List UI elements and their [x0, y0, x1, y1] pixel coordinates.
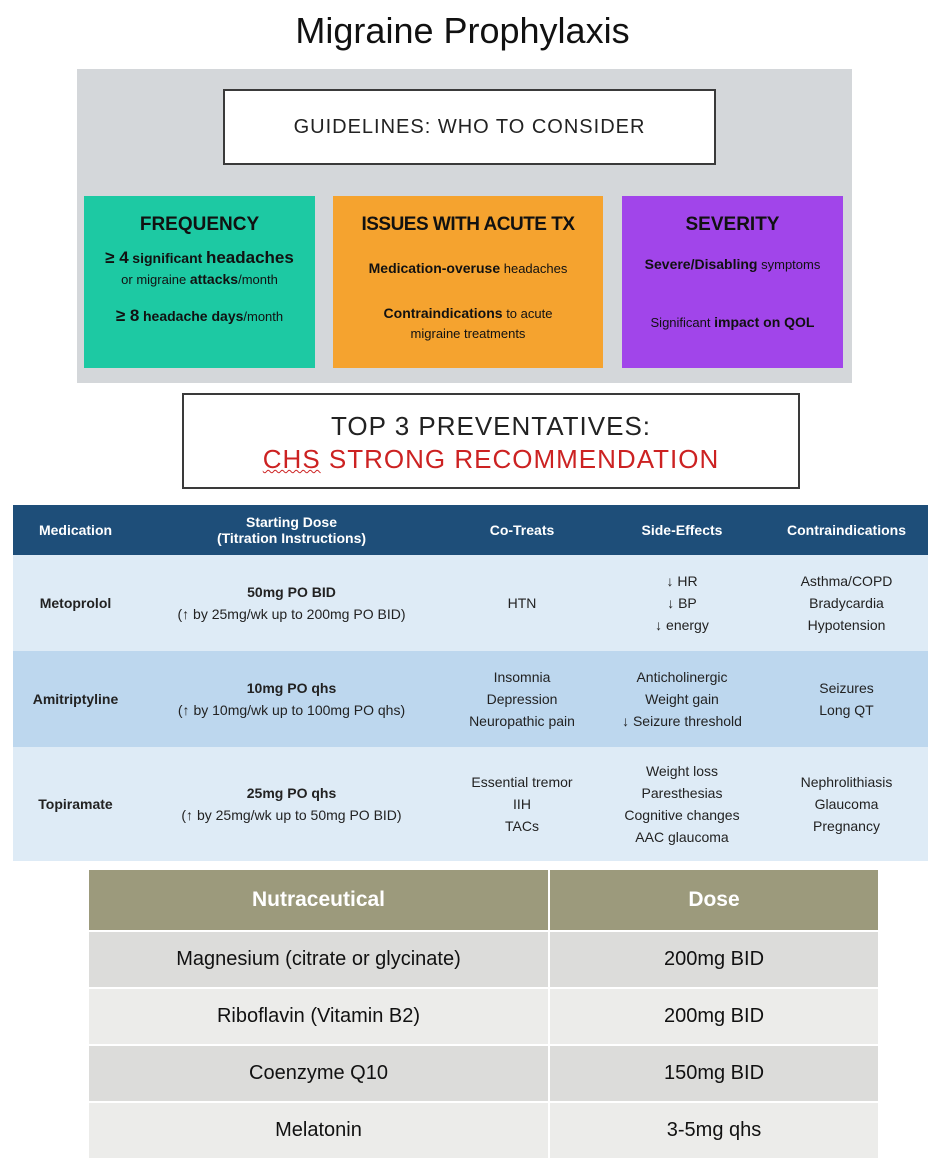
nutraceutical-name: Riboflavin (Vitamin B2)	[89, 987, 550, 1044]
contraindications: Asthma/COPD Bradycardia Hypotension	[765, 555, 928, 651]
header-dose: Dose	[550, 870, 878, 930]
contraindications: Seizures Long QT	[765, 651, 928, 747]
header-contraindications: Contraindications	[765, 505, 928, 555]
nutraceutical-dose: 150mg BID	[550, 1044, 878, 1101]
co-treats: Insomnia Depression Neuropathic pain	[445, 651, 599, 747]
table-row	[13, 555, 928, 651]
header-side-effects: Side-Effects	[599, 505, 765, 555]
medication-table-header	[13, 505, 928, 555]
chs-label: CHS	[262, 444, 321, 474]
guidelines-header: GUIDELINES: WHO TO CONSIDER	[223, 89, 716, 165]
co-treats: HTN	[445, 555, 599, 651]
table-row	[89, 1101, 878, 1158]
header-co-treats: Co-Treats	[445, 505, 599, 555]
side-effects: ↓ HR ↓ BP ↓ energy	[599, 555, 765, 651]
preventatives-banner	[182, 393, 800, 489]
severity-title: SEVERITY	[685, 214, 780, 235]
acute-tx-line-3: migraine treatments	[410, 326, 526, 341]
table-row	[89, 1044, 878, 1101]
frequency-line-2: or migraine attacks/month	[121, 271, 278, 287]
nutraceutical-name: Coenzyme Q10	[89, 1044, 550, 1101]
frequency-box	[84, 196, 315, 368]
medication-name: Topiramate	[13, 747, 138, 861]
header-medication: Medication	[13, 505, 138, 555]
acute-tx-box	[333, 196, 603, 368]
page-title: Migraine Prophylaxis	[295, 10, 630, 51]
medication-table	[13, 505, 928, 861]
side-effects: Weight loss Paresthesias Cognitive changes AAC glaucoma	[599, 747, 765, 861]
frequency-line-1: ≥ 4 significant headaches	[105, 248, 294, 267]
nutraceutical-table-header	[89, 870, 878, 930]
side-effects: Anticholinergic Weight gain ↓ Seizure threshold	[599, 651, 765, 747]
acute-tx-title: ISSUES WITH ACUTE TX	[361, 214, 575, 235]
header-starting-dose: Starting Dose (Titration Instructions)	[138, 505, 445, 555]
frequency-line-3: ≥ 8 headache days/month	[115, 306, 284, 325]
table-row	[89, 987, 878, 1044]
nutraceutical-name: Melatonin	[89, 1101, 550, 1158]
nutraceutical-dose: 200mg BID	[550, 930, 878, 987]
medication-name: Amitriptyline	[13, 651, 138, 747]
starting-dose: 25mg PO qhs (↑ by 25mg/wk up to 50mg PO BID)	[138, 747, 445, 861]
severity-line-1: Severe/Disabling symptoms	[644, 256, 821, 272]
acute-tx-line-1: Medication-overuse headaches	[368, 260, 568, 276]
nutraceutical-dose: 3-5mg qhs	[550, 1101, 878, 1158]
frequency-title: FREQUENCY	[139, 214, 260, 235]
table-row	[89, 930, 878, 987]
table-row	[13, 747, 928, 861]
nutraceutical-name: Magnesium (citrate or glycinate)	[89, 930, 550, 987]
acute-tx-line-2: Contraindications to acute	[383, 305, 553, 321]
co-treats: Essential tremor IIH TACs	[445, 747, 599, 861]
starting-dose: 50mg PO BID (↑ by 25mg/wk up to 200mg PO BID)	[138, 555, 445, 651]
nutraceutical-dose: 200mg BID	[550, 987, 878, 1044]
starting-dose: 10mg PO qhs (↑ by 10mg/wk up to 100mg PO qhs)	[138, 651, 445, 747]
header-nutraceutical: Nutraceutical	[89, 870, 550, 930]
recommendation-label: STRONG RECOMMENDATION	[328, 444, 720, 474]
contraindications: Nephrolithiasis Glaucoma Pregnancy	[765, 747, 928, 861]
preventatives-title: TOP 3 PREVENTATIVES:	[330, 411, 652, 441]
severity-box	[622, 196, 843, 368]
nutraceutical-table	[89, 870, 878, 1158]
medication-name: Metoprolol	[13, 555, 138, 651]
table-row	[13, 651, 928, 747]
recommendation-text	[184, 444, 798, 475]
severity-line-2: Significant impact on QOL	[650, 314, 815, 330]
